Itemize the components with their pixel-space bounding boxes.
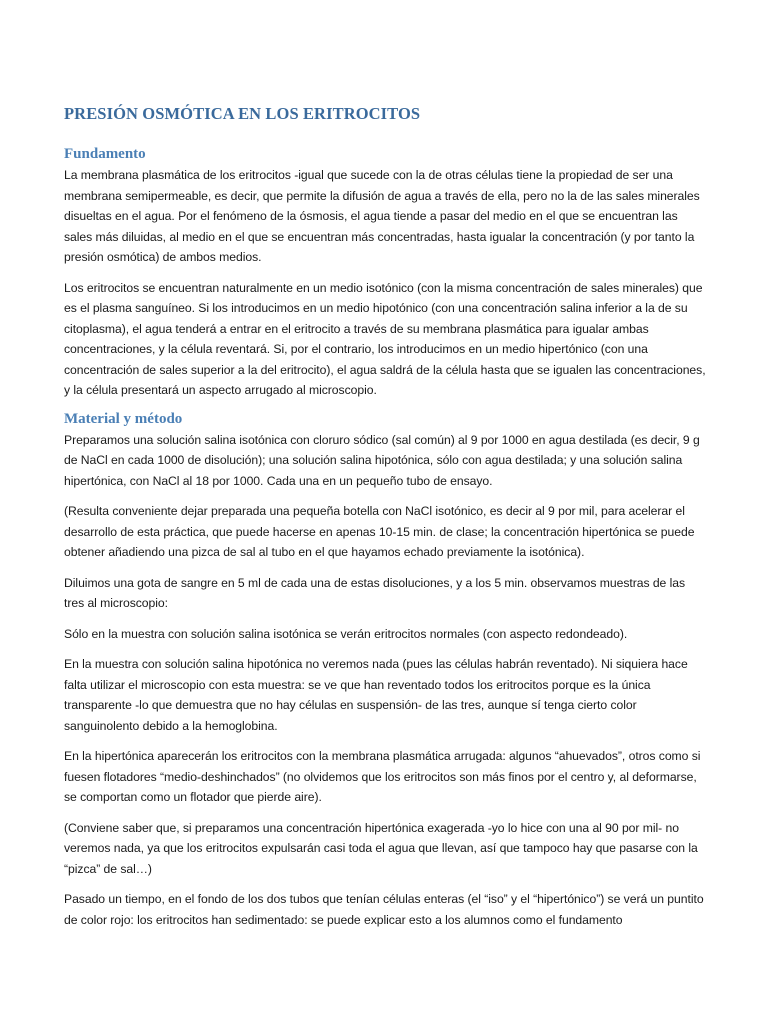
section-fundamento [64,146,708,401]
section-material-metodo [64,411,708,931]
paragraph: (Conviene saber que, si preparamos una concentración hipertónica exagerada -yo lo hice con una al 90 por mil- no veremos nada, ya que los eritrocitos expulsarán casi toda el agua que llevan, así que tampoco hay que pasarse con la “pizca” de sal…) [64,820,698,876]
section-heading: Fundamento [64,146,146,162]
paragraph: La membrana plasmática de los eritrocitos -igual que sucede con la de otras células tiene la propiedad de ser una membrana semipermeable, es decir, que permite la difusión de agua a través de ella, pero no la de las sales minerales disueltas en el agua. Por el fenómeno de la ósmosis, el agua tiende a pasar del medio en el que se encuentran las sales más diluidas, al medio en el que se encuentran más concentradas, hasta igualar la concentración (y por tanto la presión osmótica) de ambos medios. [64,168,700,264]
paragraph: En la muestra con solución salina hipotónica no veremos nada (pues las células habrán reventado). Ni siquiera hace falta utilizar el microscopio con esta muestra: se ve que han reventado todos los eritrocitos porque es la única transparente -lo que demuestra que no hay células en suspensión- de las tres, aunque sí tenga cierto color sanguinolento debido a la hemoglobina. [64,657,688,733]
paragraph: Los eritrocitos se encuentran naturalmente en un medio isotónico (con la misma concentración de sales minerales) que es el plasma sanguíneo. Si los introducimos en un medio hipotónico (con una concentración salina inferior a la de su citoplasma), el agua tenderá a entrar en el eritrocito a través de su membrana plasmática para igualar ambas concentraciones, y la célula reventará. Si, por el contrario, los introducimos en un medio hipertónico (con una concentración de sales superior a la del eritrocito), el agua saldrá de la célula hasta que se igualen las concentraciones, y la célula presentará un aspecto arrugado al microscopio. [64,280,706,397]
paragraph: Diluimos una gota de sangre en 5 ml de cada una de estas disoluciones, y a los 5 min. observamos muestras de las tres al microscopio: [64,575,686,610]
document-title: PRESIÓN OSMÓTICA EN LOS ERITROCITOS [64,104,421,123]
paragraph: Pasado un tiempo, en el fondo de los dos tubos que tenían células enteras (el “iso” y el “hipertónico”) se verá un puntito de color rojo: los eritrocitos han sedimentado: se puede explicar esto a los alumnos como el fundamento [64,892,704,927]
paragraph: (Resulta conveniente dejar preparada una pequeña botella con NaCl isotónico, es decir al 9 por mil, para acelerar el desarrollo de esta práctica, que puede hacerse en apenas 10-15 min. de clase; la concentración hipertónica se puede obtener añadiendo una pizca de sal al tubo en el que hayamos echado previamente la isotónica). [64,504,695,559]
paragraph: Preparamos una solución salina isotónica con cloruro sódico (sal común) al 9 por 1000 en agua destilada (es decir, 9 g de NaCl en cada 1000 de disolución); una solución salina hipotónica, sólo con agua destilada; y una solución salina hipertónica, con NaCl al 18 por 1000. Cada una en un pequeño tubo de ensayo. [64,432,700,488]
paragraph: Sólo en la muestra con solución salina isotónica se verán eritrocitos normales (con aspecto redondeado). [64,626,628,641]
section-heading: Material y método [64,410,183,427]
paragraph: En la hipertónica aparecerán los eritrocitos con la membrana plasmática arrugada: algunos “ahuevados”, otros como si fuesen flotadores “medio-deshinchados” (no olvidemos que los eritrocitos son más finos por el centro y, al deformarse, se comportan como un flotador que pierde aire). [64,749,701,804]
